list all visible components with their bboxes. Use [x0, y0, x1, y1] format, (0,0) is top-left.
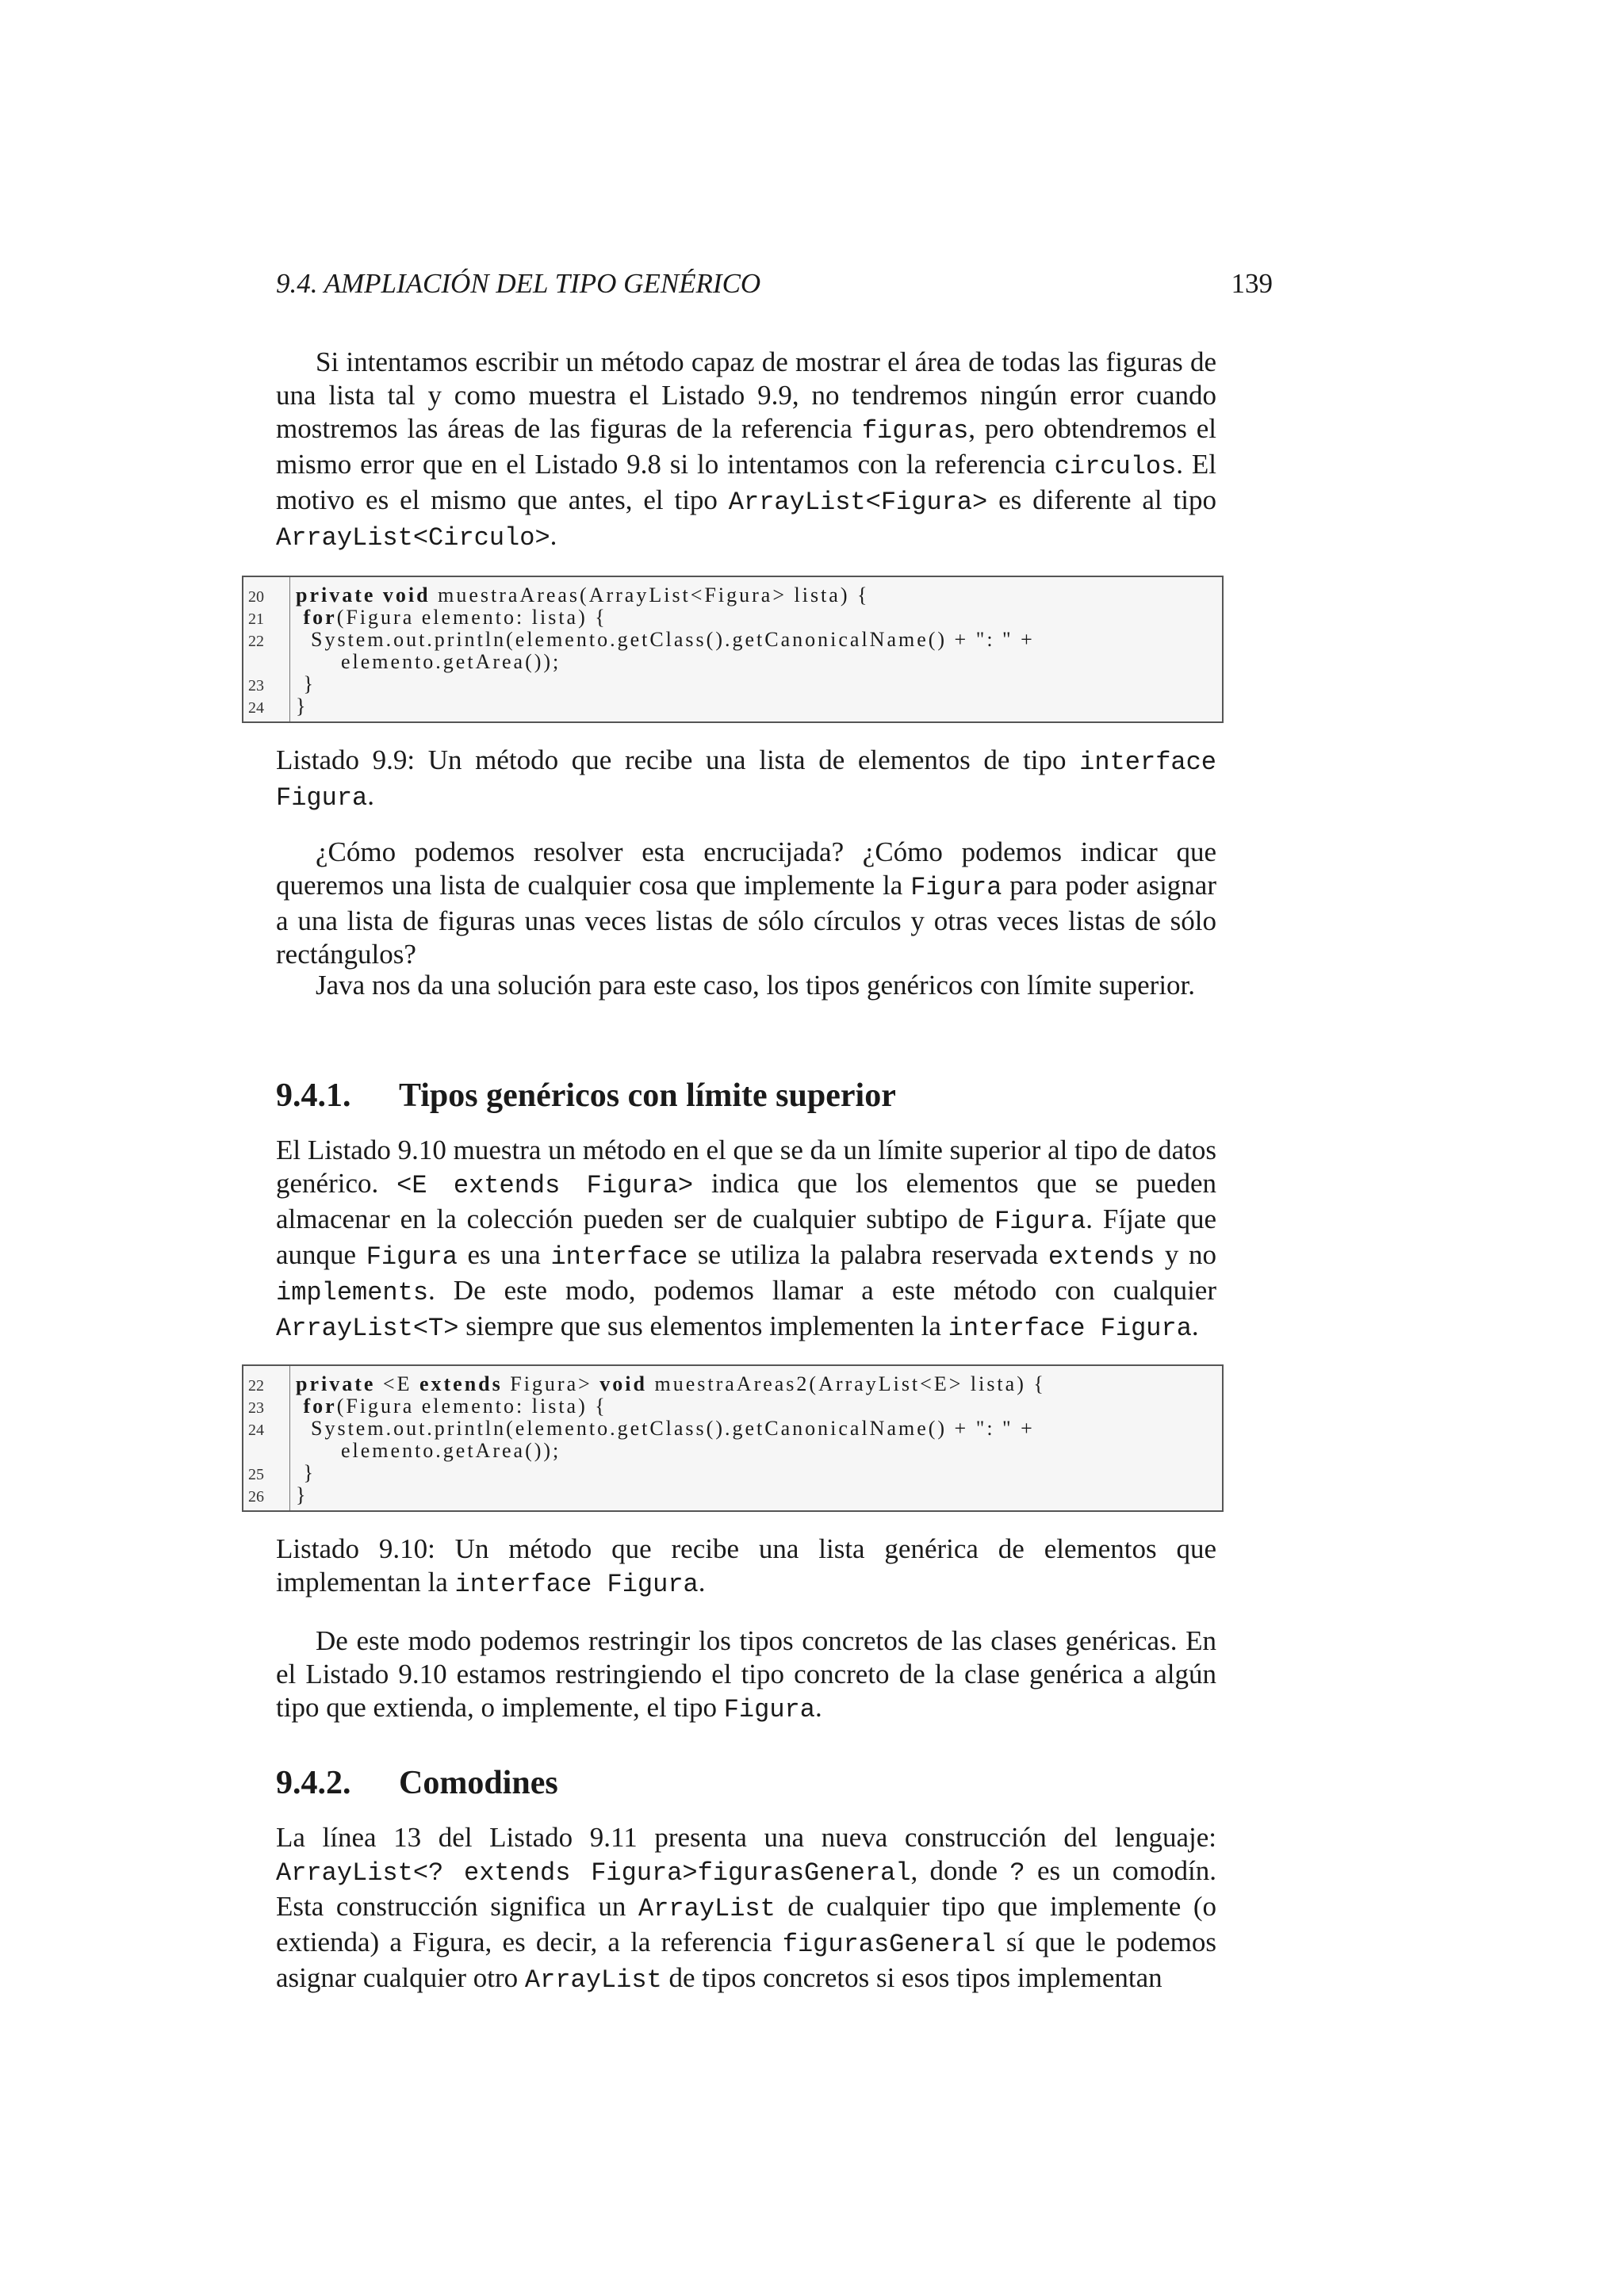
code-line: [243, 1417, 1222, 1439]
text-run: La línea 13 del Listado 9.11 presenta una nueva construcción del lenguaje:: [276, 1822, 1216, 1853]
code-token: }: [296, 1483, 308, 1506]
text-run: .: [367, 780, 374, 811]
line-number: 26: [248, 1488, 264, 1506]
text-run: es una: [457, 1239, 551, 1270]
code-token: Figura>: [502, 1372, 600, 1395]
code-line: [243, 650, 1222, 672]
paragraph-upper-bound: [276, 1134, 1216, 1345]
code-token: System.out.println(elemento.getClass().getCanonicalName() + ": " +: [311, 628, 1035, 651]
code-keyword: for: [303, 1395, 337, 1418]
code-text: [296, 1417, 1035, 1441]
section-number: 9.4.2.: [276, 1765, 351, 1801]
text-run: se utiliza la palabra reservada: [688, 1239, 1048, 1270]
line-number: 24: [248, 699, 264, 717]
code-text: [296, 1372, 1046, 1396]
line-number: 24: [248, 1422, 264, 1439]
inline-code: ?: [1009, 1858, 1025, 1888]
text-run: .: [814, 1692, 822, 1723]
line-number: 22: [248, 1377, 264, 1395]
code-token: }: [296, 695, 308, 718]
code-line: [243, 1461, 1222, 1483]
code-token: System.out.println(elemento.getClass().getCanonicalName() + ": " +: [311, 1417, 1035, 1440]
inline-code: ArrayList<T>: [276, 1314, 459, 1343]
code-text: [296, 695, 308, 718]
code-line: [243, 1395, 1222, 1417]
paragraph-restrict-types: [276, 1624, 1216, 1727]
line-number: 25: [248, 1466, 264, 1483]
line-number: 20: [248, 588, 264, 606]
text-run: .: [698, 1567, 706, 1598]
text-run: es un comodín. Esta construcción significa un: [276, 1855, 1216, 1922]
code-token: elemento.getArea());: [341, 650, 561, 673]
text-run: . El motivo es el mismo que antes, el tipo: [276, 449, 1216, 515]
listing-caption-9-9: [276, 744, 1216, 815]
code-token: muestraAreas(ArrayList<Figura> lista) {: [430, 584, 870, 607]
inline-code: ArrayList<Circulo>: [276, 523, 550, 553]
inline-code: extends: [1048, 1242, 1155, 1272]
section-heading-9-4-1: [276, 1077, 896, 1115]
text-run: y no: [1155, 1239, 1216, 1270]
code-token: }: [303, 1461, 316, 1484]
inline-code: Figura: [723, 1695, 815, 1724]
paragraph-intro: [276, 346, 1216, 555]
text-run: Listado 9.10: Un método que recibe una lista genérica de elementos que implementan la: [276, 1533, 1216, 1598]
code-line: [243, 1483, 1222, 1506]
code-text: [296, 1395, 607, 1418]
code-token: [375, 584, 383, 607]
code-token: <E: [375, 1372, 419, 1395]
line-number: 23: [248, 1399, 264, 1417]
inline-code: figuras: [861, 416, 969, 446]
paragraph-wildcards: [276, 1821, 1216, 1997]
text-run: ¿Cómo podemos resolver esta encrucijada? ¿Cómo podemos indicar que queremos una lista de cualquier cosa que implemente la: [276, 836, 1216, 901]
inline-code: ArrayList<? extends Figura>figurasGeneral: [276, 1858, 911, 1888]
code-line: [243, 1439, 1222, 1461]
code-listing-9-9: [242, 576, 1224, 723]
line-number: 21: [248, 610, 264, 628]
inline-code: Figura: [910, 873, 1002, 902]
code-text: [296, 1439, 561, 1463]
code-line: [243, 695, 1222, 717]
code-line: [243, 606, 1222, 628]
text-run: de tipos concretos si esos tipos implementan: [661, 1962, 1162, 1993]
code-token: (Figura elemento: lista) {: [336, 606, 607, 629]
inline-code: ArrayList: [524, 1965, 662, 1995]
code-keyword: private: [296, 1372, 376, 1395]
inline-code: Figura: [994, 1207, 1086, 1236]
inline-code: <E extends Figura>: [396, 1171, 694, 1200]
listing-caption-9-10: [276, 1533, 1216, 1601]
section-number: 9.4.1.: [276, 1077, 351, 1114]
text-run: . De este modo, podemos llamar a este método con cualquier: [428, 1275, 1216, 1306]
text-run: Si intentamos escribir un método capaz de mostrar el área de todas las figuras de una lista tal y como muestra el Listado 9.9, no tendremos ningún error cuando mostremos las áreas de las figuras de la referencia: [276, 346, 1216, 444]
text-run: de cualquier tipo que implemente (o extienda) a Figura, es decir, a la referencia: [276, 1891, 1217, 1957]
inline-code: ArrayList<Figura>: [728, 488, 988, 517]
section-heading-9-4-2: [276, 1764, 558, 1802]
code-text: [296, 1483, 308, 1507]
text-run: , pero obtendremos el mismo error que en el Listado 9.8 si lo intentamos con la referencia: [276, 413, 1216, 480]
text-run: Listado 9.9: Un método que recibe una lista de elementos de tipo: [276, 744, 1080, 775]
code-keyword: void: [382, 584, 431, 607]
paragraph-java-solution: [276, 969, 1216, 1002]
code-line: [243, 1372, 1222, 1395]
text-run: , donde: [910, 1855, 1010, 1886]
code-line: [243, 672, 1222, 695]
code-text: [296, 672, 316, 696]
code-keyword: void: [599, 1372, 647, 1395]
code-keyword: private: [296, 584, 376, 607]
code-token: muestraAreas2(ArrayList<E> lista) {: [646, 1372, 1046, 1395]
code-line: [243, 584, 1222, 606]
inline-code: ArrayList: [638, 1894, 776, 1923]
text-run: .: [1191, 1311, 1199, 1341]
line-number: 22: [248, 633, 264, 650]
code-text: [296, 606, 607, 629]
inline-code: interface Figura: [276, 748, 1216, 813]
code-keyword: for: [303, 606, 337, 629]
inline-code: interface Figura: [454, 1570, 699, 1599]
page-number: 139: [1231, 268, 1273, 299]
code-token: }: [303, 672, 316, 695]
code-token: elemento.getArea());: [341, 1439, 561, 1462]
text-run: indica que los elementos que se pueden almacenar en la colección pueden ser de cualquier subtipo de: [276, 1168, 1216, 1234]
running-header-title: 9.4. AMPLIACIÓN DEL TIPO GENÉRICO: [276, 268, 761, 299]
section-title: Comodines: [399, 1765, 558, 1801]
text-run: De este modo podemos restringir los tipos concretos de las clases genéricas. En el Listado 9.10 estamos restringiendo el tipo concreto de la clase genérica a algún tipo que extienda, o implemente, el tipo: [276, 1625, 1216, 1723]
text-run: para poder asignar a una lista de figuras unas veces listas de sólo círculos y otras veces listas de sólo rectángulos?: [276, 870, 1216, 970]
text-run: sí que le podemos asignar cualquier otro: [276, 1927, 1216, 1993]
text-run: .: [550, 520, 557, 551]
inline-code: implements: [276, 1278, 429, 1307]
text-run: es diferente al tipo: [987, 484, 1216, 515]
code-listing-9-10: [242, 1364, 1224, 1512]
inline-code: figurasGeneral: [782, 1930, 996, 1959]
code-lines: [243, 584, 1222, 717]
text-run: El Listado 9.10 muestra un método en el que se da un límite superior al tipo de datos genérico.: [276, 1135, 1216, 1199]
text-run: . Fíjate que aunque: [276, 1203, 1216, 1270]
code-text: [296, 650, 561, 674]
text-run: Java nos da una solución para este caso, los tipos genéricos con límite superior.: [316, 970, 1196, 1001]
code-keyword: extends: [419, 1372, 503, 1395]
code-text: [296, 1461, 316, 1485]
line-number: 23: [248, 677, 264, 695]
code-token: (Figura elemento: lista) {: [336, 1395, 607, 1418]
inline-code: interface: [550, 1242, 688, 1272]
code-text: [296, 628, 1035, 652]
code-line: [243, 628, 1222, 650]
code-lines: [243, 1372, 1222, 1506]
line-number-divider: [289, 1366, 290, 1510]
inline-code: interface Figura: [948, 1314, 1192, 1343]
inline-code: circulos: [1054, 452, 1177, 481]
text-run: siempre que sus elementos implementen la: [458, 1311, 948, 1341]
code-text: [296, 584, 869, 607]
inline-code: Figura: [366, 1242, 458, 1272]
line-number-divider: [289, 577, 290, 721]
section-title: Tipos genéricos con límite superior: [399, 1077, 896, 1114]
paragraph-question: [276, 836, 1216, 971]
